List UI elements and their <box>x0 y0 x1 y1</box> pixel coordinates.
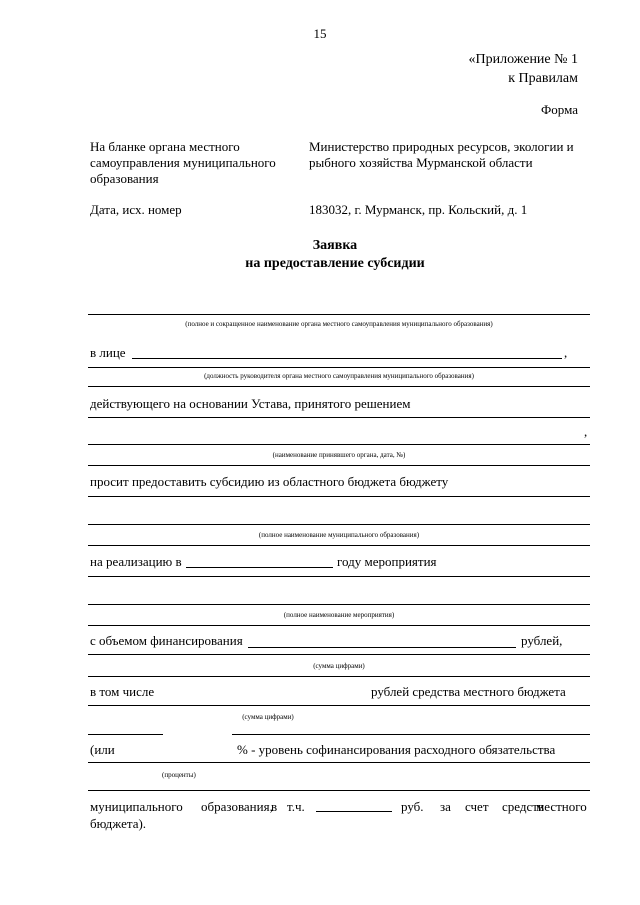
caption-head: (должность руководителя органа местного самоуправления муниципального образования) <box>204 372 474 380</box>
final-word-8: средств <box>502 799 545 814</box>
final-word-3: в <box>271 799 278 814</box>
title-line1: Заявка <box>312 238 358 253</box>
divider-8 <box>88 625 590 626</box>
decision-line <box>88 444 590 445</box>
local-budget-text: рублей средства местного бюджета <box>371 684 566 699</box>
caption-sum1: (сумма цифрами) <box>313 662 365 670</box>
header-left-line3: образования <box>90 171 159 186</box>
implementation-prefix: на реализацию в <box>90 554 182 569</box>
including-text: в том числе <box>90 684 155 699</box>
comma-2: , <box>584 424 588 439</box>
final-word-6: за <box>440 799 451 814</box>
year-line <box>186 567 333 568</box>
caption-org: (полное и сокращенное наименование органа местного самоуправления муниципального образования) <box>185 320 493 328</box>
request-text: просит предоставить субсидию из областного бюджета бюджету <box>90 474 449 489</box>
divider-6 <box>88 545 590 546</box>
divider-10 <box>88 676 590 677</box>
header-left-line1: На бланке органа местного <box>90 139 240 154</box>
funding-amount-line <box>248 647 516 648</box>
comma-1: , <box>564 345 568 360</box>
caption-sum2: (сумма цифрами) <box>242 713 294 721</box>
caption-decision: (наименование принявшего органа, дата, №) <box>272 451 406 459</box>
form-label: Форма <box>541 102 578 117</box>
in-person-label: в лице <box>90 345 126 360</box>
final-word-9: местного <box>536 799 587 814</box>
final-word-4: т.ч. <box>287 799 305 814</box>
final-word-1: муниципального <box>90 799 183 814</box>
divider-3 <box>88 417 590 418</box>
header-right-line2: рыбного хозяйства Мурманской области <box>309 155 533 170</box>
divider-7 <box>88 576 590 577</box>
caption-municipality: (полное наименование муниципального образования) <box>258 531 420 539</box>
header-date: Дата, исх. номер <box>90 202 182 217</box>
funding-suffix: рублей, <box>521 633 563 648</box>
divider-5 <box>88 496 590 497</box>
final-word-5: руб. <box>401 799 424 814</box>
page-number: 15 <box>313 26 327 41</box>
title-line2: на предоставление субсидии <box>245 256 425 271</box>
final-word-7: счет <box>465 799 489 814</box>
final-word-2: образования, <box>201 799 273 814</box>
percent-text: % - уровень софинансирования расходного обязательства <box>237 742 556 757</box>
or-text: (или <box>90 742 115 757</box>
divider-14 <box>88 790 590 791</box>
divider-13 <box>88 762 590 763</box>
org-name-line <box>88 314 590 315</box>
appendix-title: «Приложение № 1 <box>468 52 578 67</box>
share-line <box>316 811 392 812</box>
final-line-2: бюджета). <box>90 816 147 831</box>
event-line <box>88 604 590 605</box>
appendix-rules: к Правилам <box>508 71 578 86</box>
divider-2 <box>88 386 590 387</box>
header-right-line1: Министерство природных ресурсов, экологии и <box>309 139 574 154</box>
header-address: 183032, г. Мурманск, пр. Кольский, д. 1 <box>309 202 528 217</box>
head-name-line <box>132 358 562 359</box>
funding-prefix: с объемом финансирования <box>90 633 243 648</box>
header-left-line2: самоуправления муниципального <box>90 155 276 170</box>
divider-1 <box>88 367 590 368</box>
implementation-suffix: году мероприятия <box>337 554 437 569</box>
divider-4 <box>88 465 590 466</box>
caption-percent: (проценты) <box>162 771 196 779</box>
acting-text: действующего на основании Устава, принятого решением <box>90 396 411 411</box>
divider-11 <box>88 705 590 706</box>
caption-event: (полное наименование мероприятия) <box>283 611 395 619</box>
divider-12 <box>232 734 590 735</box>
short-line-left <box>88 734 163 735</box>
divider-9 <box>88 654 590 655</box>
municipality-line <box>88 524 590 525</box>
